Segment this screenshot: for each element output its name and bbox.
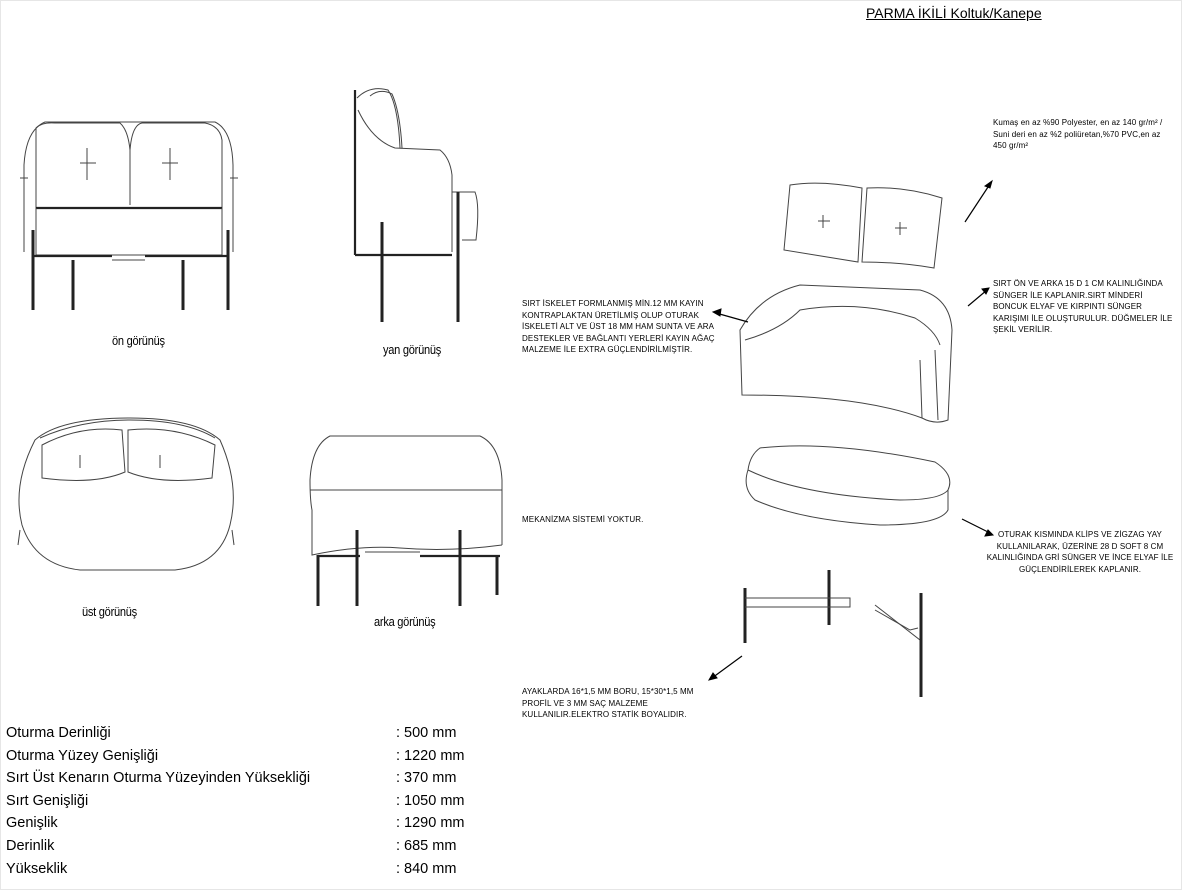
spec-label: Yükseklik — [6, 860, 68, 877]
spec-label: Derinlik — [6, 837, 55, 854]
spec-label: Genişlik — [6, 815, 58, 832]
annotation-arrows — [709, 181, 993, 680]
document-title: PARMA İKİLİ Koltuk/Kanepe — [866, 5, 1042, 21]
exploded-seat-drawing — [746, 446, 950, 525]
back-foam-note: SIRT ÖN VE ARKA 15 D 1 CM KALINLIĞINDA SÜNGER İLE KAPLANIR.SIRT MİNDERİ BONCUK ELYAF VE KIRPINTI SÜNGER KARIŞIMI İLE OLUŞTURULUR. DÜĞMELER İLE ŞEKİL VERİLİR. — [993, 279, 1173, 334]
front-view-drawing — [20, 122, 238, 310]
spec-label: Sırt Üst Kenarın Oturma Yüzeyinden Yüksekliği — [6, 770, 311, 787]
front-view-caption: ön görünüş — [112, 333, 165, 348]
back-view-drawing — [310, 436, 502, 606]
spec-value: : 1220 mm — [396, 747, 465, 764]
top-view-drawing — [18, 418, 234, 570]
spec-value: : 1050 mm — [396, 792, 465, 809]
exploded-shell-drawing — [740, 285, 952, 422]
fabric-note: Kumaş en az %90 Polyester, en az 140 gr/m² / Suni deri en az %2 poliüretan,%70 PVC,en az 450 gr/m² — [993, 118, 1163, 150]
side-view-drawing — [355, 89, 478, 322]
spec-value: : 1290 mm — [396, 815, 465, 832]
back-view-caption: arka görünüş — [374, 614, 436, 629]
spec-label: Sırt Genişliği — [6, 792, 89, 809]
exploded-cushions-drawing — [784, 183, 942, 268]
spec-value: : 685 mm — [396, 837, 457, 854]
top-view-caption: üst görünüş — [82, 604, 137, 619]
seat-note: OTURAK KISMINDA KLİPS VE ZİGZAG YAY KULLANILARAK, ÜZERİNE 28 D SOFT 8 CM KALINLIĞINDA GRİ SÜNGER VE İNCE ELYAF İLE GÜÇLENDİRİLEREK KAPLANIR. — [986, 530, 1174, 574]
mechanism-note: MEKANİZMA SİSTEMİ YOKTUR. — [522, 515, 644, 524]
spec-label: Oturma Derinliği — [6, 725, 111, 741]
legs-note: AYAKLARDA 16*1,5 MM BORU, 15*30*1,5 MM PROFİL VE 3 MM SAÇ MALZEME KULLANILIR.ELEKTRO STATİK BOYALIDIR. — [522, 687, 694, 719]
spec-label: Oturma Yüzey Genişliği — [6, 747, 159, 764]
side-view-caption: yan görünüş — [383, 342, 442, 357]
frame-note: SIRT İSKELET FORMLANMIŞ MİN.12 MM KAYIN KONTRAPLAKTAN ÜRETİLMİŞ OLUP OTURAK İSKELETİ ALT VE ÜST 18 MM HAM SUNTA VE ARA DESTEKLER VE BAĞLANTI YERLERİ KAYIN AĞAÇ MALZEME İLE EXTRA GÜÇLENDİRİLMİŞTİR. — [522, 299, 715, 354]
spec-value: : 370 mm — [396, 770, 457, 787]
exploded-legs-drawing — [745, 570, 921, 697]
spec-value: : 840 mm — [396, 860, 457, 877]
spec-value: : 500 mm — [396, 725, 457, 741]
